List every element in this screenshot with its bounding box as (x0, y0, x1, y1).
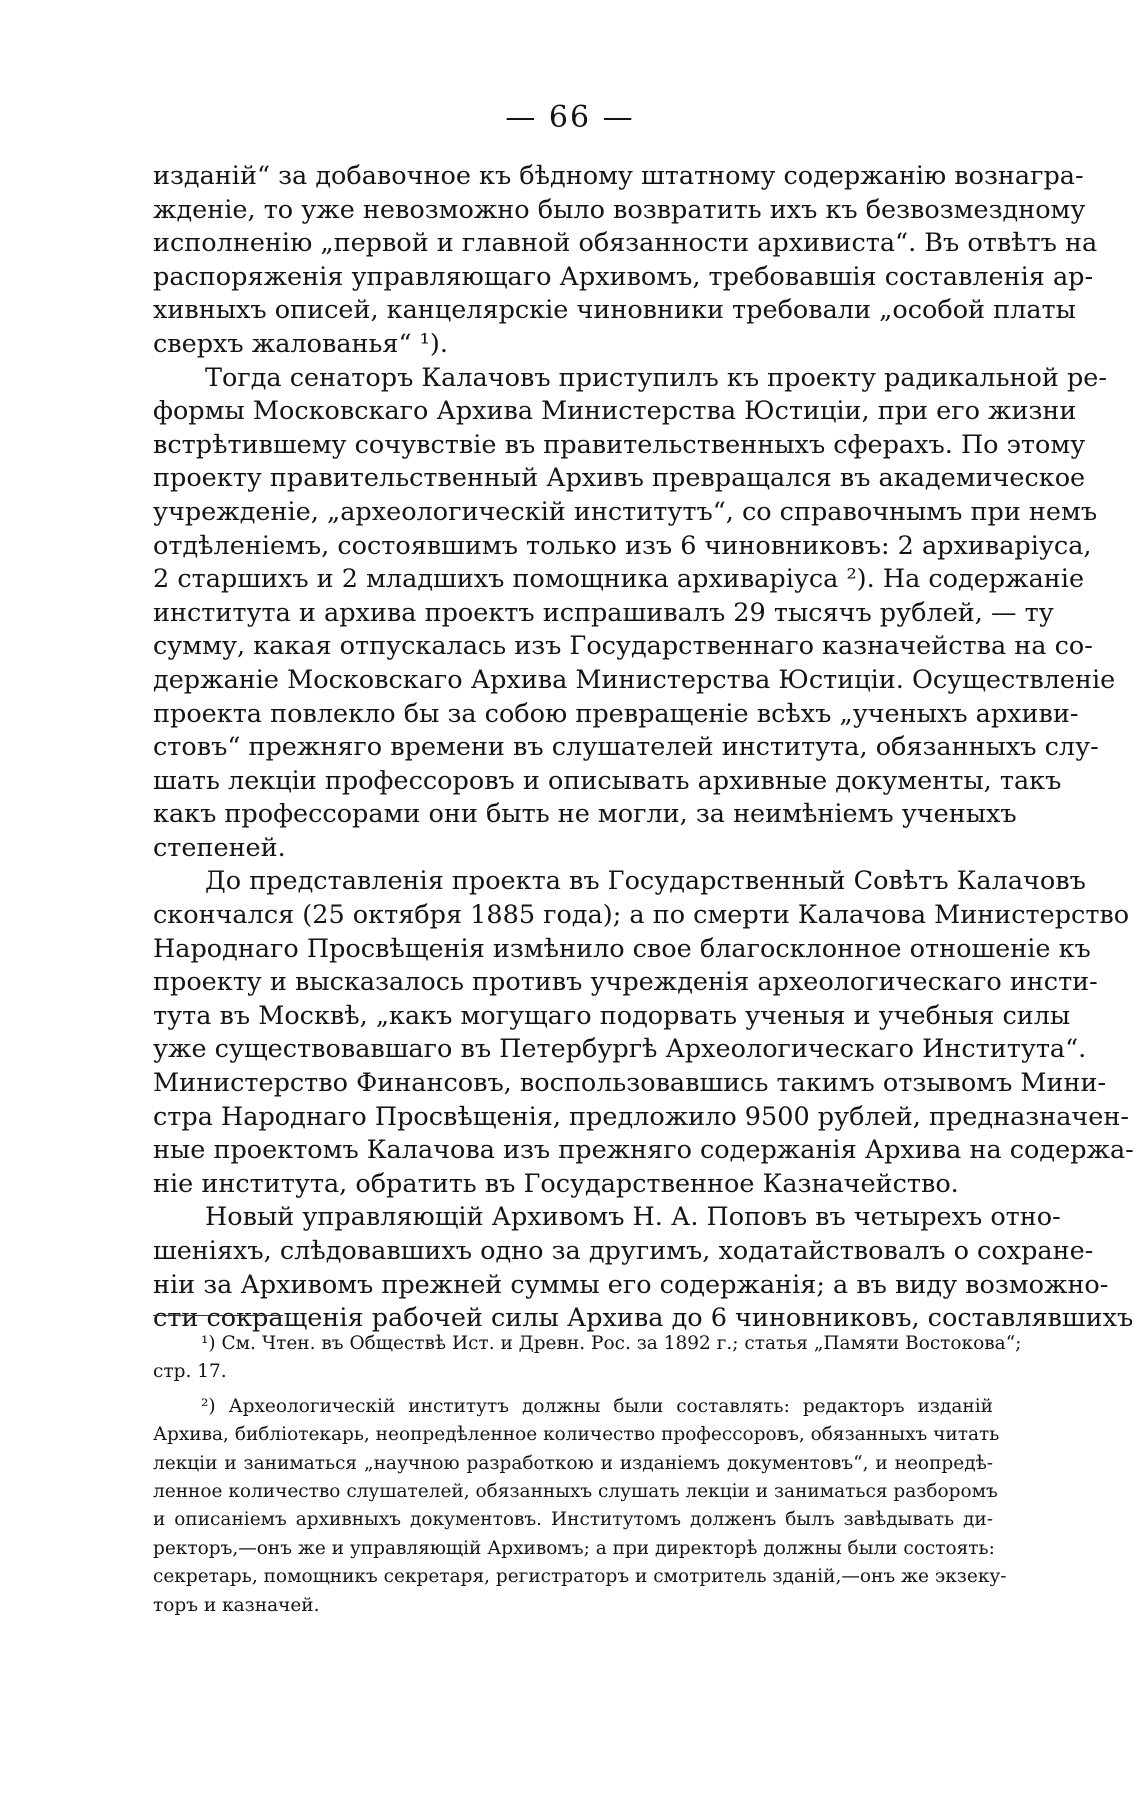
footnote-2 (153, 1393, 1007, 1620)
footnote-1 (153, 1330, 1022, 1387)
text-line: жденіе, то уже невозможно было возвратить ихъ къ безвозмездному (153, 194, 1086, 225)
text-line: проекта повлекло бы за собою превращеніе всѣхъ „ученыхъ архиви- (153, 698, 1079, 729)
text-line: распоряженія управляющаго Архивомъ, требовавшія составленія ар- (153, 261, 1094, 292)
text-line: отдѣленіемъ, состоявшимъ только изъ 6 чиновниковъ: 2 архиваріуса, (153, 530, 1092, 561)
text-line: шать лекціи профессоровъ и описывать архивные документы, такъ (153, 765, 1062, 796)
footnote-divider (153, 1315, 283, 1316)
text-line: хивныхъ описей, канцелярскіе чиновники требовали „особой платы (153, 295, 1076, 326)
text-line: учрежденіе, „археологическій институтъ“, со справочнымъ при немъ (153, 496, 1098, 527)
text-line: Новый управляющій Архивомъ Н. А. Поповъ въ четырехъ отно- (205, 1202, 1061, 1233)
footnote-line: ¹) См. Чтен. въ Обществѣ Ист. и Древн. Рос. за 1892 г.; статья „Памяти Востокова“; (201, 1333, 1022, 1354)
text-line: ніе института, обратить въ Государственное Казначейство. (153, 1168, 959, 1199)
text-line: проекту и высказалось противъ учрежденія археологическаго инсти- (153, 967, 1098, 998)
text-line: скончался (25 октября 1885 года); а по смерти Калачова Министерство (153, 900, 1130, 931)
text-line: какъ профессорами они быть не могли, за неимѣніемъ ученыхъ (153, 799, 1017, 830)
text-line: ніи за Архивомъ прежней суммы его содержанія; а въ виду возможно- (153, 1269, 1109, 1300)
footnote-line: ректоръ,—онъ же и управляющій Архивомъ; а при директорѣ должны были состоять: (153, 1537, 995, 1559)
text-line: формы Московскаго Архива Министерства Юстиціи, при его жизни (153, 396, 1077, 427)
text-line: 2 старшихъ и 2 младшихъ помощника архиваріуса ²). На содержаніе (153, 564, 1085, 595)
text-line: Министерство Финансовъ, воспользовавшись такимъ отзывомъ Мини- (153, 1068, 1107, 1099)
text-line: ные проектомъ Калачова изъ прежняго содержанія Архива на содержа- (153, 1135, 1134, 1166)
text-line: института и архива проектъ испрашивалъ 29 тысячъ рублей, — ту (153, 597, 1054, 628)
paragraph-2 (153, 362, 1116, 866)
text-line: уже существовавшаго въ Петербургѣ Археологическаго Института“. (153, 1034, 1087, 1065)
page-number: — 66 — (505, 100, 635, 135)
footnote-line: торъ и казначей. (153, 1594, 320, 1616)
footnotes (153, 1330, 1022, 1620)
footnote-line: стр. 17. (153, 1361, 227, 1383)
paragraph-3 (153, 865, 1134, 1201)
text-line: держаніе Московскаго Архива Министерства Юстиціи. Осуществленіе (153, 664, 1116, 695)
main-text (153, 160, 1134, 1336)
footnote-line: секретарь, помощникъ секретаря, регистраторъ и смотритель зданій,—онъ же экзеку- (153, 1566, 1007, 1588)
text-line: встрѣтившему сочувствіе въ правительственныхъ сферахъ. По этому (153, 429, 1086, 460)
text-line: стра Народнаго Просвѣщенія, предложило 9500 рублей, предназначен- (153, 1101, 1129, 1132)
text-line: шеніяхъ, слѣдовавшихъ одно за другимъ, ходатайствовалъ о сохране- (153, 1236, 1094, 1266)
text-line: проекту правительственный Архивъ превращался въ академическое (153, 463, 1086, 494)
footnote-line: Архива, библіотекарь, неопредѣленное количество профессоровъ, обязанныхъ читать (153, 1424, 1000, 1446)
paragraph-1 (153, 160, 1098, 362)
text-line: сумму, какая отпускалась изъ Государственнаго казначейства на со- (153, 631, 1093, 662)
text-line: Народнаго Просвѣщенія измѣнило свое благосклонное отношеніе къ (153, 933, 1091, 964)
text-line: исполненію „первой и главной обязанности архивиста“. Въ отвѣтъ на (153, 228, 1098, 259)
text-line: сти сокращенія рабочей силы Архива до 6 чиновниковъ, составлявшихъ (153, 1303, 1134, 1334)
text-line: Тогда сенаторъ Калачовъ приступилъ къ проекту радикальной ре- (205, 362, 1107, 393)
text-line: тута въ Москвѣ, „какъ могущаго подорвать ученыя и учебныя силы (153, 1000, 1071, 1031)
footnote-line: ²) Археологическій институтъ должны были составлять: редакторъ изданій (201, 1395, 993, 1417)
text-line: изданій“ за добавочное къ бѣдному штатному содержанію вознагра- (153, 161, 1084, 191)
text-line: До представленія проекта въ Государственный Совѣтъ Калачовъ (205, 866, 1086, 897)
text-line: стовъ“ прежняго времени въ слушателей института, обязанныхъ слу- (153, 732, 1099, 763)
footnote-line: лекціи и заниматься „научною разработкою и изданіемъ документовъ“, и неопредѣ- (153, 1452, 993, 1474)
footnote-line: ленное количество слушателей, обязанныхъ слушать лекціи и заниматься разборомъ (153, 1480, 998, 1502)
text-line: степеней. (153, 832, 286, 863)
text-line: сверхъ жалованья“ ¹). (153, 328, 448, 359)
footnote-line: и описаніемъ архивныхъ документовъ. Институтомъ долженъ былъ завѣдывать ди- (153, 1509, 993, 1531)
